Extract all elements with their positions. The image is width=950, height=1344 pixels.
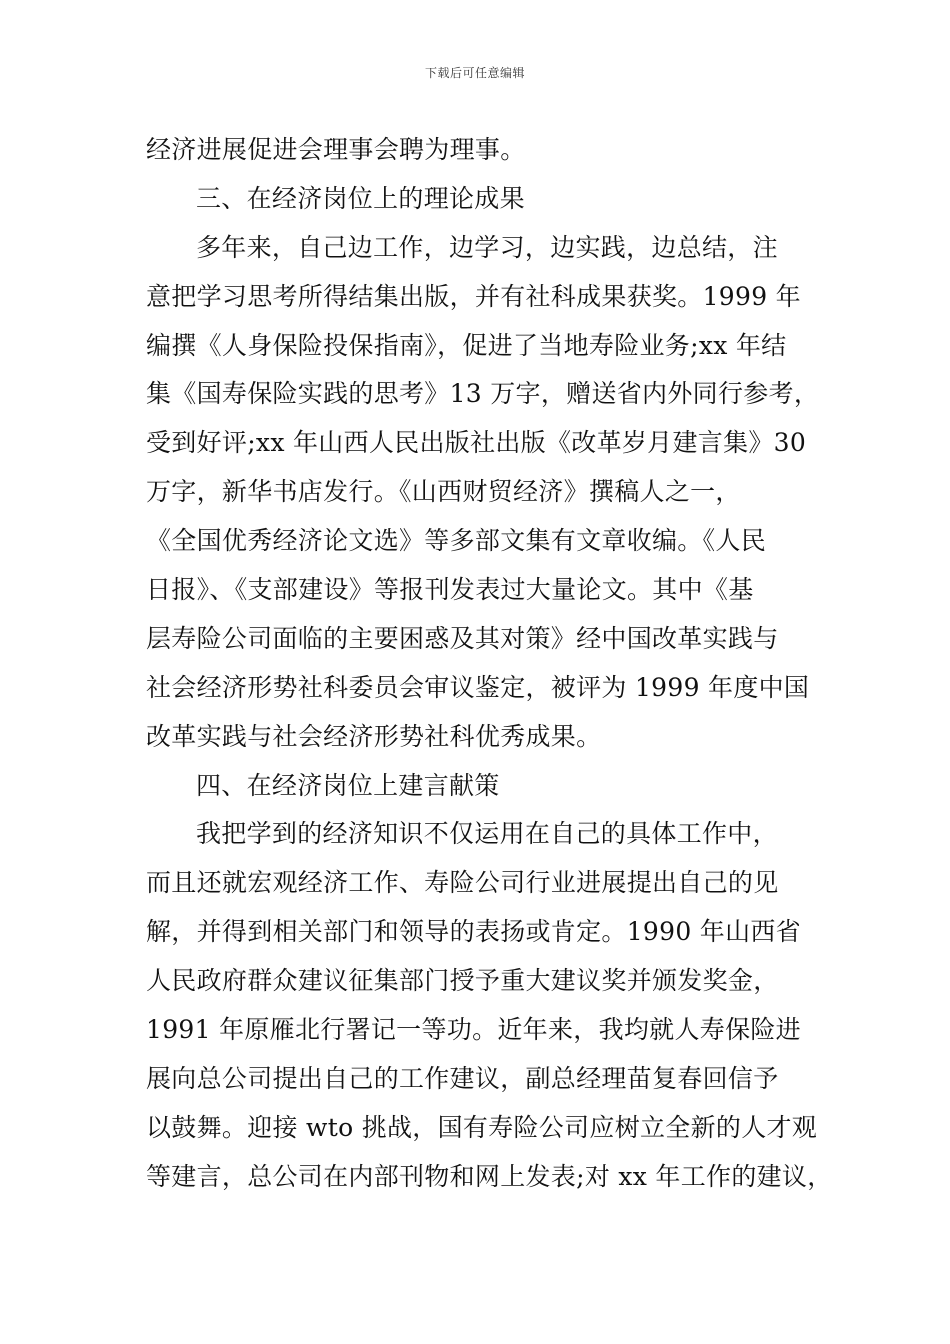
text-line: 1991 年原雁北行署记一等功。近年来，我均就人寿保险进 — [146, 1015, 801, 1045]
text-line: 编撰《人身保险投保指南》，促进了当地寿险业务;xx 年结 — [146, 330, 787, 360]
text-line: 多年来，自己边工作，边学习，边实践，边总结，注 — [196, 232, 778, 262]
text-line: 《全国优秀经济论文选》等多部文集有文章收编。《人民 — [146, 526, 767, 556]
text-line: 集《国寿保险实践的思考》13 万字，赠送省内外同行参考， — [146, 379, 820, 409]
text-line: 解，并得到相关部门和领导的表扬或肯定。1990 年山西省 — [146, 917, 801, 947]
text-line: 人民政府群众建议征集部门授予重大建议奖并颁发奖金， — [146, 966, 779, 996]
text-line: 受到好评;xx 年山西人民出版社出版《改革岁月建言集》30 — [146, 428, 807, 458]
text-line: 社会经济形势社科委员会审议鉴定，被评为 1999 年度中国 — [146, 672, 810, 702]
page-header: 下载后可任意编辑 — [424, 66, 525, 80]
section-heading-3: 三、在经济岗位上的理论成果 — [196, 183, 525, 213]
text-line: 而且还就宏观经济工作、寿险公司行业进展提出自己的见 — [146, 868, 779, 898]
text-line: 层寿险公司面临的主要困惑及其对策》经中国改革实践与 — [146, 623, 779, 653]
section-heading-4: 四、在经济岗位上建言献策 — [196, 770, 500, 800]
text-line: 我把学到的经济知识不仅运用在自己的具体工作中， — [196, 819, 778, 849]
text-line: 意把学习思考所得结集出版，并有社科成果获奖。1999 年 — [146, 281, 801, 311]
text-line: 日报》、《支部建设》等报刊发表过大量论文。其中《基 — [146, 575, 754, 605]
text-line: 经济进展促进会理事会聘为理事。 — [146, 135, 526, 164]
document-body — [146, 126, 833, 1202]
text-line: 以鼓舞。迎接 wto 挑战，国有寿险公司应树立全新的人才观 — [146, 1112, 818, 1142]
text-line: 展向总公司提出自己的工作建议，副总经理苗复春回信予 — [146, 1063, 779, 1093]
text-line: 等建言，总公司在内部刊物和网上发表;对 xx 年工作的建议， — [146, 1161, 833, 1191]
text-line: 改革实践与社会经济形势社科优秀成果。 — [146, 721, 602, 751]
text-line: 万字，新华书店发行。《山西财贸经济》撰稿人之一， — [146, 477, 741, 507]
